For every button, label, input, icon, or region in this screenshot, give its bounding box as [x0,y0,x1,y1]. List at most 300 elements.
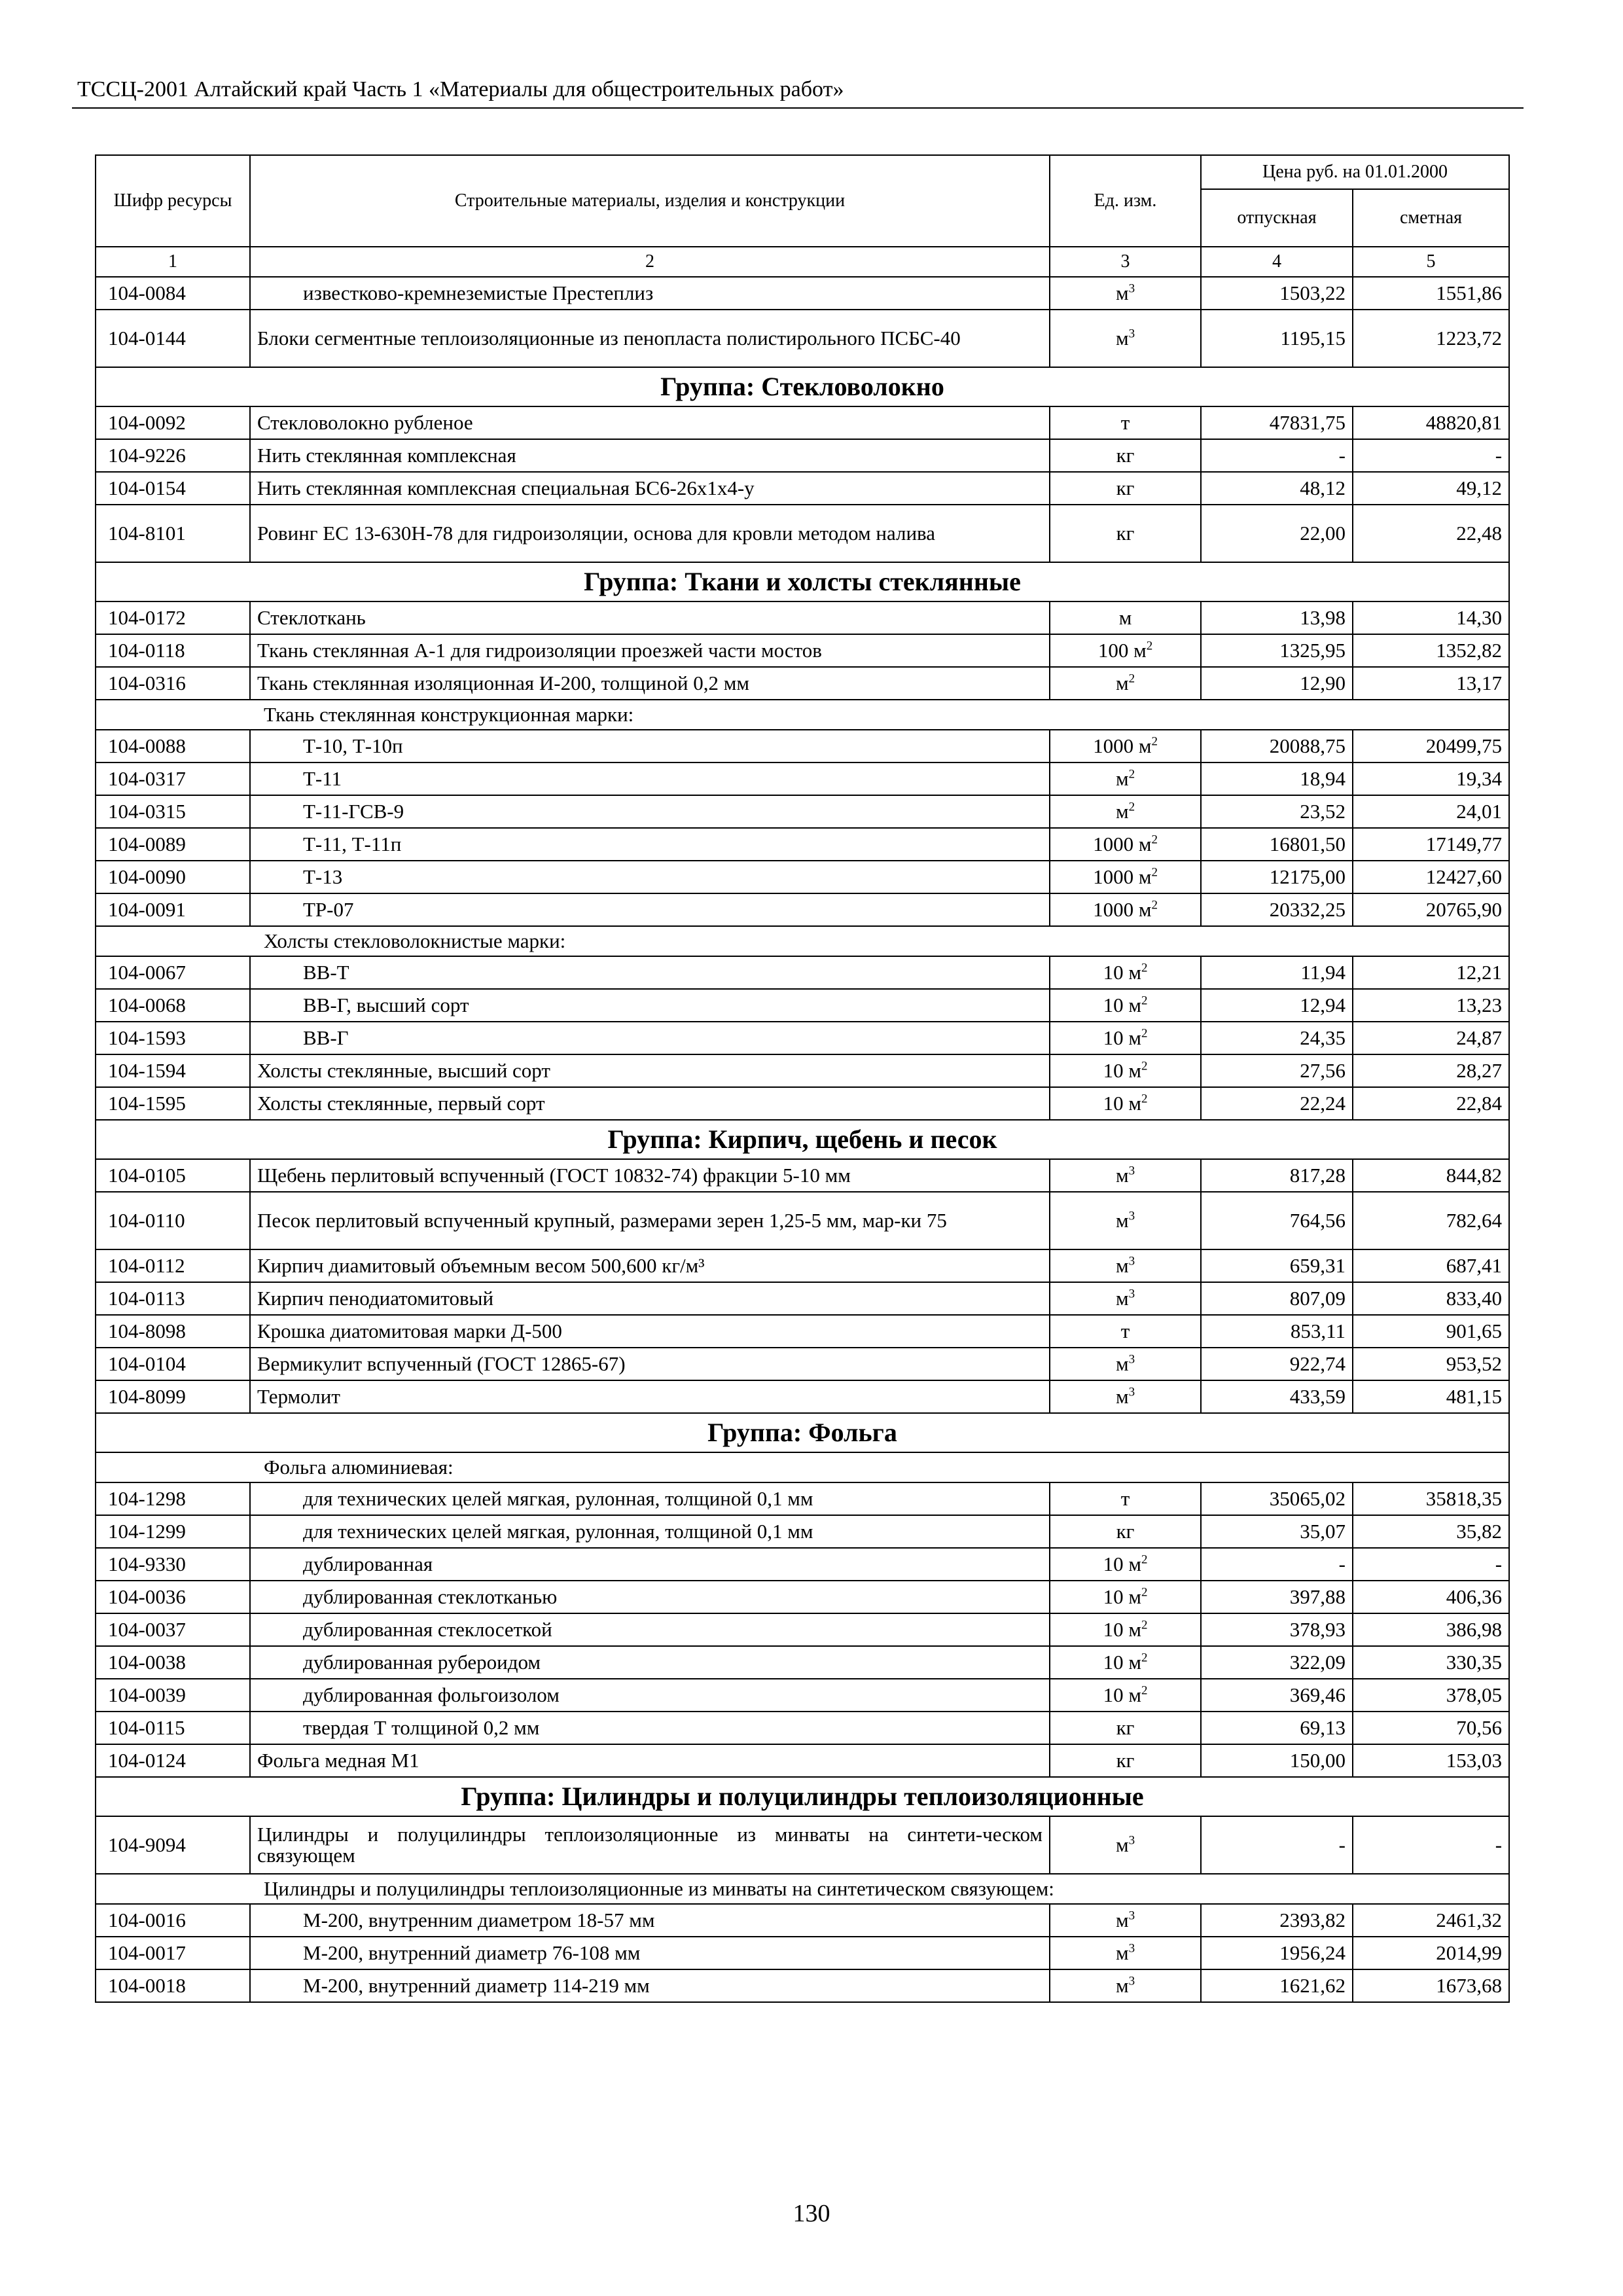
unit-exponent: 2 [1146,639,1153,653]
table-row [96,1969,1509,2002]
resource-code: 104-0112 [96,1249,250,1282]
release-price: - [1201,439,1353,472]
unit-text: м [1115,1254,1129,1277]
unit-text: 10 м [1103,1651,1141,1674]
release-price: 433,59 [1201,1380,1353,1413]
resource-code: 104-1298 [96,1482,250,1515]
unit-cell [1050,1482,1201,1515]
unit-cell [1050,1581,1201,1613]
unit-exponent: 2 [1141,1651,1148,1665]
resource-code: 104-0105 [96,1159,250,1192]
unit-exponent: 2 [1141,1683,1148,1698]
material-name: Термолит [250,1380,1050,1413]
table-row [96,406,1509,439]
unit-cell [1050,1969,1201,2002]
estimate-price: 1551,86 [1353,277,1509,310]
release-price: 817,28 [1201,1159,1353,1192]
group-heading-row [96,1413,1509,1452]
release-price: 2393,82 [1201,1904,1353,1937]
unit-exponent: 2 [1141,1585,1148,1600]
unit-cell [1050,1816,1201,1874]
table-row [96,795,1509,828]
unit-cell [1050,634,1201,667]
unit-exponent: 3 [1128,1287,1135,1301]
estimate-price: 13,17 [1353,667,1509,700]
estimate-price: - [1353,439,1509,472]
unit-exponent: 3 [1128,1254,1135,1268]
estimate-price: 28,27 [1353,1054,1509,1087]
material-name: Фольга медная М1 [250,1744,1050,1777]
unit-text: 100 м [1097,639,1147,662]
column-number: 3 [1050,247,1201,277]
resource-code: 104-0154 [96,472,250,505]
unit-cell [1050,1712,1201,1744]
unit-exponent: 3 [1128,281,1135,296]
table-row [96,989,1509,1022]
resource-code: 104-1593 [96,1022,250,1054]
unit-cell [1050,1282,1201,1315]
release-price: 1325,95 [1201,634,1353,667]
release-price: 12,94 [1201,989,1353,1022]
unit-cell [1050,1192,1201,1249]
release-price: 23,52 [1201,795,1353,828]
material-name: твердая Т толщиной 0,2 мм [250,1712,1050,1744]
material-name: дублированная [250,1548,1050,1581]
estimate-price: 22,48 [1353,505,1509,562]
estimate-price: 687,41 [1353,1249,1509,1282]
table-row [96,1679,1509,1712]
resource-code: 104-0144 [96,310,250,367]
release-price: 922,74 [1201,1348,1353,1380]
release-price: 322,09 [1201,1646,1353,1679]
resource-code: 104-9330 [96,1548,250,1581]
material-name: Стеклоткань [250,601,1050,634]
column-number: 2 [250,247,1050,277]
unit-text: кг [1116,1716,1135,1739]
unit-exponent: 2 [1128,800,1135,814]
group-heading-row [96,562,1509,601]
estimate-price: 13,23 [1353,989,1509,1022]
estimate-price: 1673,68 [1353,1969,1509,2002]
estimate-price: 378,05 [1353,1679,1509,1712]
material-name: Песок перлитовый вспученный крупный, размерами зерен 1,25-5 мм, мар-ки 75 [250,1192,1050,1249]
unit-text: 10 м [1103,1585,1141,1608]
resource-code: 104-0113 [96,1282,250,1315]
estimate-price: 35,82 [1353,1515,1509,1548]
column-number: 1 [96,247,250,277]
col-header-name: Строительные материалы, изделия и конструкции [250,155,1050,247]
resource-code: 104-0091 [96,893,250,926]
unit-exponent: 2 [1151,833,1158,847]
resource-code: 104-0036 [96,1581,250,1613]
resource-code: 104-1594 [96,1054,250,1087]
unit-cell [1050,828,1201,861]
resource-code: 104-0016 [96,1904,250,1937]
unit-exponent: 2 [1151,865,1158,880]
material-name: Кирпич пенодиатомитовый [250,1282,1050,1315]
table-row [96,1904,1509,1937]
estimate-price: 12,21 [1353,956,1509,989]
unit-text: 10 м [1103,1092,1141,1115]
unit-text: 10 м [1103,961,1141,984]
table-row [96,1937,1509,1969]
estimate-price: 1223,72 [1353,310,1509,367]
unit-cell [1050,667,1201,700]
unit-cell [1050,1054,1201,1087]
unit-text: м [1115,1974,1129,1997]
unit-cell [1050,472,1201,505]
unit-cell [1050,310,1201,367]
release-price: 11,94 [1201,956,1353,989]
release-price: 27,56 [1201,1054,1353,1087]
release-price: 48,12 [1201,472,1353,505]
material-name: для технических целей мягкая, рулонная, толщиной 0,1 мм [250,1482,1050,1515]
unit-text: м [1115,800,1129,823]
estimate-price: - [1353,1548,1509,1581]
resource-code: 104-0038 [96,1646,250,1679]
col-header-price: Цена руб. на 01.01.2000 [1201,155,1509,189]
material-name: Ткань стеклянная А-1 для гидроизоляции проезжей части мостов [250,634,1050,667]
unit-exponent: 2 [1141,1059,1148,1073]
estimate-price: 901,65 [1353,1315,1509,1348]
estimate-price: 24,87 [1353,1022,1509,1054]
table-row [96,505,1509,562]
resource-code: 104-0067 [96,956,250,989]
unit-exponent: 3 [1128,1164,1135,1178]
unit-exponent: 3 [1128,1352,1135,1367]
table-row [96,277,1509,310]
estimate-price: 953,52 [1353,1348,1509,1380]
subheading-row [96,1452,1509,1482]
unit-text: т [1120,411,1130,434]
group-heading: Группа: Стекловолокно [96,367,1509,406]
unit-text: м [1115,672,1129,694]
unit-cell [1050,795,1201,828]
estimate-price: 844,82 [1353,1159,1509,1192]
estimate-price: 330,35 [1353,1646,1509,1679]
release-price: - [1201,1816,1353,1874]
unit-text: 10 м [1103,1683,1141,1706]
table-row [96,1022,1509,1054]
unit-cell [1050,505,1201,562]
subheading-row [96,1874,1509,1904]
material-name: Холсты стеклянные, первый сорт [250,1087,1050,1120]
unit-cell [1050,730,1201,762]
material-name: Т-11 [250,762,1050,795]
resource-code: 104-0018 [96,1969,250,2002]
unit-exponent: 3 [1128,1941,1135,1956]
material-name: известково-кремнеземистые Престеплиз [250,277,1050,310]
material-name: для технических целей мягкая, рулонная, толщиной 0,1 мм [250,1515,1050,1548]
release-price: 24,35 [1201,1022,1353,1054]
release-price: 853,11 [1201,1315,1353,1348]
release-price: 47831,75 [1201,406,1353,439]
release-price: 378,93 [1201,1613,1353,1646]
unit-cell [1050,956,1201,989]
resource-code: 104-8098 [96,1315,250,1348]
unit-text: 10 м [1103,1552,1141,1575]
estimate-price: 14,30 [1353,601,1509,634]
unit-cell [1050,1315,1201,1348]
table-row [96,1348,1509,1380]
unit-text: 10 м [1103,994,1141,1016]
release-price: 13,98 [1201,601,1353,634]
table-row [96,1054,1509,1087]
unit-cell [1050,989,1201,1022]
unit-cell [1050,1904,1201,1937]
resource-code: 104-0084 [96,277,250,310]
unit-text: м [1115,1909,1129,1931]
table-row [96,1282,1509,1315]
resource-code: 104-0115 [96,1712,250,1744]
table-header [96,155,1509,277]
unit-exponent: 3 [1128,1974,1135,1988]
subheading: Холсты стекловолокнистые марки: [96,926,1509,956]
release-price: 22,00 [1201,505,1353,562]
estimate-price: 70,56 [1353,1712,1509,1744]
release-price: - [1201,1548,1353,1581]
estimate-price: 20765,90 [1353,893,1509,926]
unit-text: м [1115,1164,1129,1187]
running-header-text: ТССЦ-2001 Алтайский край Часть 1 «Материалы для общестроительных работ» [77,77,844,101]
unit-exponent: 2 [1151,734,1158,749]
subheading: Ткань стеклянная конструкционная марки: [96,700,1509,730]
table-row [96,893,1509,926]
col-header-release-price: отпускная [1201,189,1353,247]
material-name: дублированная стеклосеткой [250,1613,1050,1646]
resource-code: 104-8099 [96,1380,250,1413]
material-name: Блоки сегментные теплоизоляционные из пенопласта полистирольного ПСБС-40 [250,310,1050,367]
table-row [96,1087,1509,1120]
release-price: 150,00 [1201,1744,1353,1777]
table-row [96,1613,1509,1646]
unit-cell [1050,1348,1201,1380]
table-row [96,1315,1509,1348]
material-name: М-200, внутренний диаметр 114-219 мм [250,1969,1050,2002]
unit-cell [1050,1159,1201,1192]
estimate-price: 1352,82 [1353,634,1509,667]
group-heading-row [96,1777,1509,1816]
unit-text: 1000 м [1093,865,1152,888]
resource-code: 104-0089 [96,828,250,861]
table-row [96,634,1509,667]
estimate-price: 48820,81 [1353,406,1509,439]
estimate-price: 2014,99 [1353,1937,1509,1969]
unit-text: 1000 м [1093,898,1152,921]
release-price: 35,07 [1201,1515,1353,1548]
material-name: Т-10, Т-10п [250,730,1050,762]
unit-text: кг [1116,476,1135,499]
unit-exponent: 2 [1141,1618,1148,1632]
group-heading-row [96,367,1509,406]
release-price: 35065,02 [1201,1482,1353,1515]
unit-text: м [1115,281,1129,304]
resource-code: 104-0039 [96,1679,250,1712]
group-heading: Группа: Фольга [96,1413,1509,1452]
table-row [96,762,1509,795]
table-row [96,1548,1509,1581]
unit-cell [1050,1087,1201,1120]
material-name: ВВ-Т [250,956,1050,989]
release-price: 22,24 [1201,1087,1353,1120]
release-price: 20332,25 [1201,893,1353,926]
resource-code: 104-9094 [96,1816,250,1874]
column-number-row [96,247,1509,277]
material-name: М-200, внутренним диаметром 18-57 мм [250,1904,1050,1937]
material-name: Цилиндры и полуцилиндры теплоизоляционные из минваты на синтети-ческом связующем [250,1816,1050,1874]
unit-cell [1050,601,1201,634]
table-row [96,1159,1509,1192]
material-name: Щебень перлитовый вспученный (ГОСТ 10832-74) фракции 5-10 мм [250,1159,1050,1192]
material-name: Ровинг ЕС 13-630Н-78 для гидроизоляции, основа для кровли методом налива [250,505,1050,562]
estimate-price: 782,64 [1353,1192,1509,1249]
subheading: Цилиндры и полуцилиндры теплоизоляционные из минваты на синтетическом связующем: [96,1874,1509,1904]
table-row [96,1192,1509,1249]
estimate-price: 386,98 [1353,1613,1509,1646]
material-name: ВВ-Г, высший сорт [250,989,1050,1022]
table-row [96,1646,1509,1679]
release-price: 18,94 [1201,762,1353,795]
unit-exponent: 2 [1141,1026,1148,1041]
table-row [96,667,1509,700]
unit-cell [1050,1744,1201,1777]
material-name: Нить стеклянная комплексная специальная БС6-26х1х4-у [250,472,1050,505]
material-name: Вермикулит вспученный (ГОСТ 12865-67) [250,1348,1050,1380]
material-name: ВВ-Г [250,1022,1050,1054]
estimate-price: 19,34 [1353,762,1509,795]
resource-code: 104-0124 [96,1744,250,1777]
unit-cell [1050,439,1201,472]
resource-code: 104-0104 [96,1348,250,1380]
resource-code: 104-0090 [96,861,250,893]
release-price: 1195,15 [1201,310,1353,367]
estimate-price: 35818,35 [1353,1482,1509,1515]
unit-text: 10 м [1103,1059,1141,1082]
unit-cell [1050,1937,1201,1969]
estimate-price: 17149,77 [1353,828,1509,861]
table-row [96,1581,1509,1613]
unit-text: кг [1116,444,1135,467]
release-price: 397,88 [1201,1581,1353,1613]
table-row [96,310,1509,367]
resource-code: 104-0172 [96,601,250,634]
release-price: 369,46 [1201,1679,1353,1712]
unit-text: м [1115,1385,1129,1408]
table-row [96,1482,1509,1515]
column-number: 4 [1201,247,1353,277]
group-heading-row [96,1120,1509,1159]
unit-cell [1050,1022,1201,1054]
group-heading: Группа: Ткани и холсты стеклянные [96,562,1509,601]
estimate-price: 406,36 [1353,1581,1509,1613]
material-name: Кирпич диамитовый объемным весом 500,600 кг/м³ [250,1249,1050,1282]
material-name: Холсты стеклянные, высший сорт [250,1054,1050,1087]
material-name: ТР-07 [250,893,1050,926]
unit-cell [1050,1646,1201,1679]
unit-cell [1050,277,1201,310]
unit-text: м [1115,1833,1129,1856]
resource-code: 104-0110 [96,1192,250,1249]
release-price: 1503,22 [1201,277,1353,310]
resource-code: 104-0317 [96,762,250,795]
release-price: 764,56 [1201,1192,1353,1249]
table-row [96,1816,1509,1874]
unit-text: м [1118,606,1132,629]
unit-exponent: 2 [1141,994,1148,1008]
material-name: Нить стеклянная комплексная [250,439,1050,472]
table-row [96,828,1509,861]
col-header-estimate-price: сметная [1353,189,1509,247]
table-row [96,1744,1509,1777]
table-row [96,730,1509,762]
unit-exponent: 3 [1128,1385,1135,1399]
unit-text: м [1115,767,1129,790]
resource-code: 104-0037 [96,1613,250,1646]
estimate-price: 49,12 [1353,472,1509,505]
unit-text: т [1120,1319,1130,1342]
resource-code: 104-0092 [96,406,250,439]
unit-cell [1050,1249,1201,1282]
resource-code: 104-0118 [96,634,250,667]
unit-text: м [1115,1209,1129,1232]
release-price: 12175,00 [1201,861,1353,893]
resource-code: 104-0088 [96,730,250,762]
unit-cell [1050,1515,1201,1548]
unit-cell [1050,406,1201,439]
estimate-price: 12427,60 [1353,861,1509,893]
table-body [96,277,1509,2002]
table-row [96,1380,1509,1413]
material-name: Т-11-ГСВ-9 [250,795,1050,828]
unit-text: 10 м [1103,1026,1141,1049]
unit-exponent: 3 [1128,1909,1135,1923]
unit-text: кг [1116,1749,1135,1772]
material-name: дублированная рубероидом [250,1646,1050,1679]
material-name: Ткань стеклянная изоляционная И-200, толщиной 0,2 мм [250,667,1050,700]
resource-code: 104-0068 [96,989,250,1022]
table-row [96,1515,1509,1548]
release-price: 807,09 [1201,1282,1353,1315]
material-name: Крошка диатомитовая марки Д-500 [250,1315,1050,1348]
subheading-row [96,926,1509,956]
unit-cell [1050,1613,1201,1646]
subheading-row [96,700,1509,730]
page-number: 130 [793,2200,830,2227]
estimate-price: 20499,75 [1353,730,1509,762]
unit-text: 1000 м [1093,833,1152,855]
unit-cell [1050,1548,1201,1581]
column-number: 5 [1353,247,1509,277]
unit-exponent: 2 [1128,672,1135,686]
group-heading: Группа: Цилиндры и полуцилиндры теплоизоляционные [96,1777,1509,1816]
release-price: 16801,50 [1201,828,1353,861]
unit-exponent: 3 [1128,1209,1135,1223]
estimate-price: 481,15 [1353,1380,1509,1413]
col-header-unit: Ед. изм. [1050,155,1201,247]
material-name: Стекловолокно рубленое [250,406,1050,439]
unit-text: кг [1116,1520,1135,1543]
unit-cell [1050,762,1201,795]
resource-code: 104-8101 [96,505,250,562]
resource-code: 104-0315 [96,795,250,828]
release-price: 1621,62 [1201,1969,1353,2002]
release-price: 12,90 [1201,667,1353,700]
unit-cell [1050,861,1201,893]
unit-text: 1000 м [1093,734,1152,757]
estimate-price: - [1353,1816,1509,1874]
subheading: Фольга алюминиевая: [96,1452,1509,1482]
unit-text: т [1120,1487,1130,1510]
